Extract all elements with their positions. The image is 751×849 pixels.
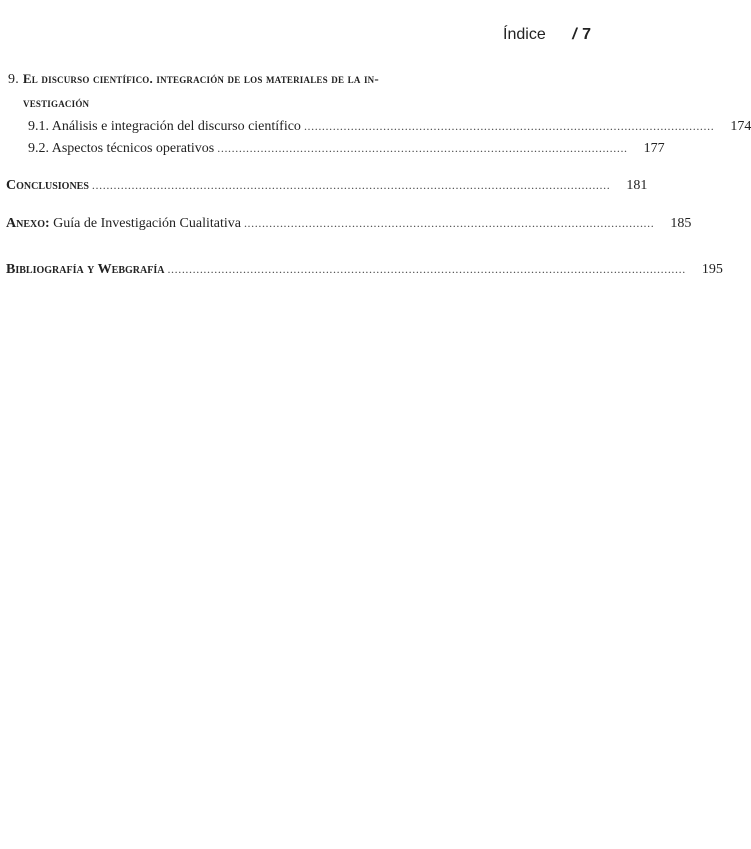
header-section-title: Índice xyxy=(503,26,546,43)
anexo-bold-label: Anexo: xyxy=(6,216,50,231)
toc-entry-bibliografia[interactable] xyxy=(6,262,723,278)
chapter-title-line-2: vestigación xyxy=(23,95,90,110)
toc-leader-dots: .................................................................................................................. xyxy=(303,119,715,133)
toc-leader-dots: ................................................................................................................................................ xyxy=(167,262,686,276)
toc-entry-page: 177 xyxy=(643,141,665,156)
toc-leader-dots: ................................................................................................................................................ xyxy=(91,178,611,192)
anexo-label-rest: Guía de Investigación Cualitativa xyxy=(49,216,241,231)
toc-entry-anexo[interactable] xyxy=(6,216,692,232)
toc-entry-label: 9.1. Análisis e integración del discurso científico xyxy=(28,119,301,134)
toc-entry-page: 181 xyxy=(626,178,648,193)
toc-entry-9-1[interactable] xyxy=(28,119,751,135)
toc-entry-label: 9.2. Aspectos técnicos operativos xyxy=(28,141,215,156)
toc-leader-dots: .................................................................................................................. xyxy=(217,141,628,155)
toc-entry-page: 195 xyxy=(701,262,723,277)
running-header xyxy=(503,26,591,44)
toc-entry-label: Bibliografía y Webgrafía xyxy=(6,262,165,277)
toc-entry-page: 174 xyxy=(730,119,751,134)
toc-entry-conclusiones[interactable] xyxy=(6,178,648,194)
header-page-number: 7 xyxy=(582,26,591,43)
toc-entry-label xyxy=(6,216,241,232)
toc-entry-label: Conclusiones xyxy=(6,178,89,193)
chapter-9-title[interactable] xyxy=(8,67,568,114)
toc-entry-page: 185 xyxy=(670,216,692,231)
toc-entry-9-2[interactable] xyxy=(28,141,665,157)
header-separator: / xyxy=(572,26,577,43)
chapter-number: 9. xyxy=(8,72,19,87)
toc-leader-dots: .................................................................................................................. xyxy=(243,216,655,230)
chapter-title-line-1: El discurso científico. integración de los materiales de la in- xyxy=(22,71,379,86)
